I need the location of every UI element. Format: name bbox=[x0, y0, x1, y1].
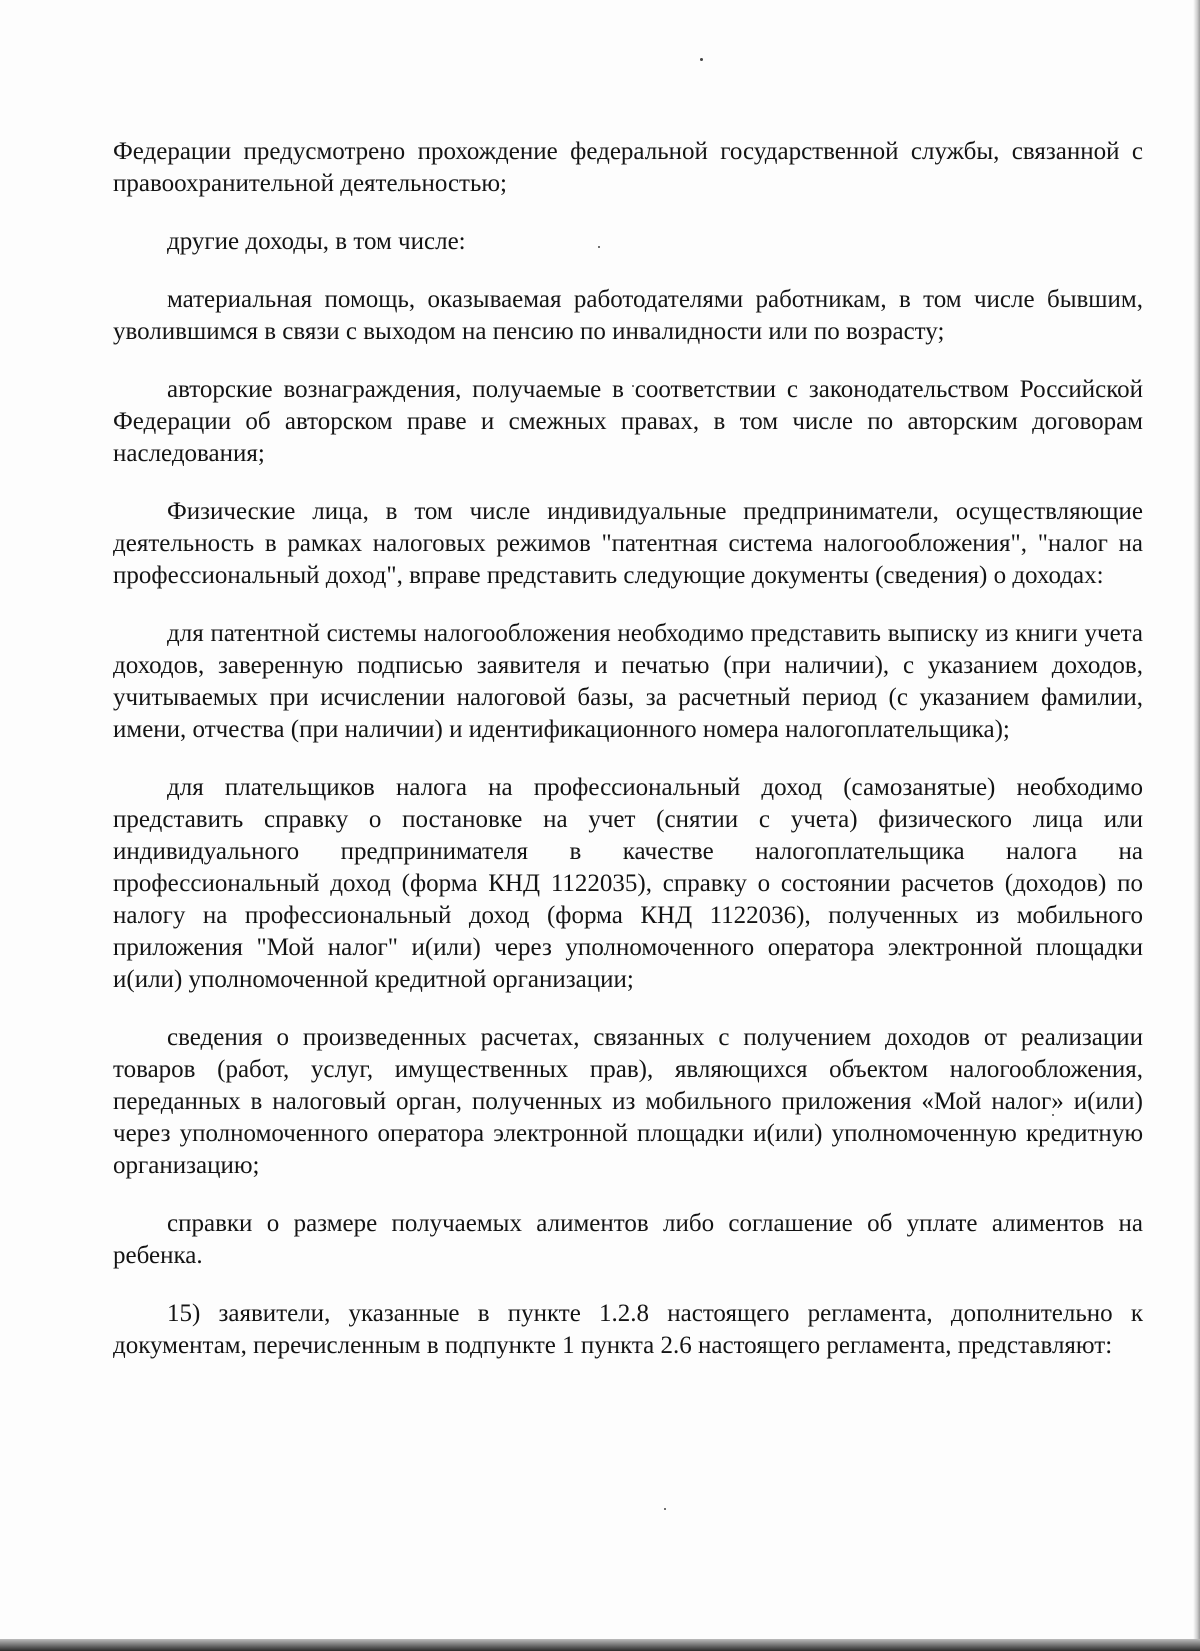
scan-right-edge bbox=[1193, 0, 1200, 1651]
document-body bbox=[113, 136, 1143, 1388]
paragraph-patent-system: для патентной системы налогообложения необходимо представить выписку из книги учета доходов, заверенную подписью заявителя и печатью (при наличии), с указанием доходов, учитываемых при исчислении налоговой базы, за расчетный период (с указанием фамилии, имени, отчества (при наличии) и идентификационного номера налогоплательщика); bbox=[113, 620, 1143, 743]
scan-speck bbox=[700, 58, 703, 61]
paragraph-alimony: справки о размере получаемых алиментов либо соглашение об уплате алиментов на ребенка. bbox=[113, 1210, 1143, 1269]
paragraph-author-fees: авторские вознаграждения, получаемые в соответствии с законодательством Российской Федерации об авторском праве и смежных правах, в том числе по авторским договорам наследования; bbox=[113, 376, 1143, 467]
paragraph-self-employed: для плательщиков налога на профессиональный доход (самозанятые) необходимо представить справку о постановке на учет (снятии с учета) физического лица или индивидуального предпринимателя в качестве налогоплательщика налога на профессиональный доход (форма КНД 1122035), справку о состоянии расчетов (доходов) по налогу на профессиональный доход (форма КНД 1122036), полученных из мобильного приложения "Мой налог" и(или) через уполномоченного оператора электронной площадки и(или) уполномоченной кредитной организации; bbox=[113, 774, 1143, 993]
paragraph-material-aid: материальная помощь, оказываемая работодателями работникам, в том числе бывшим, уволившимся в связи с выходом на пенсию по инвалидности или по возрасту; bbox=[113, 286, 1143, 345]
paragraph-settlements: сведения о произведенных расчетах, связанных с получением доходов от реализации товаров (работ, услуг, имущественных прав), являющихся объектом налогообложения, переданных в налоговый орган, полученных из мобильного приложения «Мой налог» и(или) через уполномоченного оператора электронной площадки и(или) уполномоченную кредитную организацию; bbox=[113, 1024, 1143, 1179]
paragraph-continuation: Федерации предусмотрено прохождение федеральной государственной службы, связанной с правоохранительной деятельностью; bbox=[113, 138, 1143, 197]
paragraph-other-income: другие доходы, в том числе: bbox=[167, 228, 466, 255]
scan-speck bbox=[664, 1508, 666, 1510]
paragraph-item-15: 15) заявители, указанные в пункте 1.2.8 настоящего регламента, дополнительно к документам, перечисленным в подпункте 1 пункта 2.6 настоящего регламента, представляют: bbox=[113, 1300, 1143, 1359]
paragraph-individuals: Физические лица, в том числе индивидуальные предприниматели, осуществляющие деятельность в рамках налоговых режимов "патентная система налогообложения", "налог на профессиональный доход", вправе представить следующие документы (сведения) о доходах: bbox=[113, 498, 1143, 589]
scan-bottom-edge bbox=[0, 1639, 1200, 1651]
